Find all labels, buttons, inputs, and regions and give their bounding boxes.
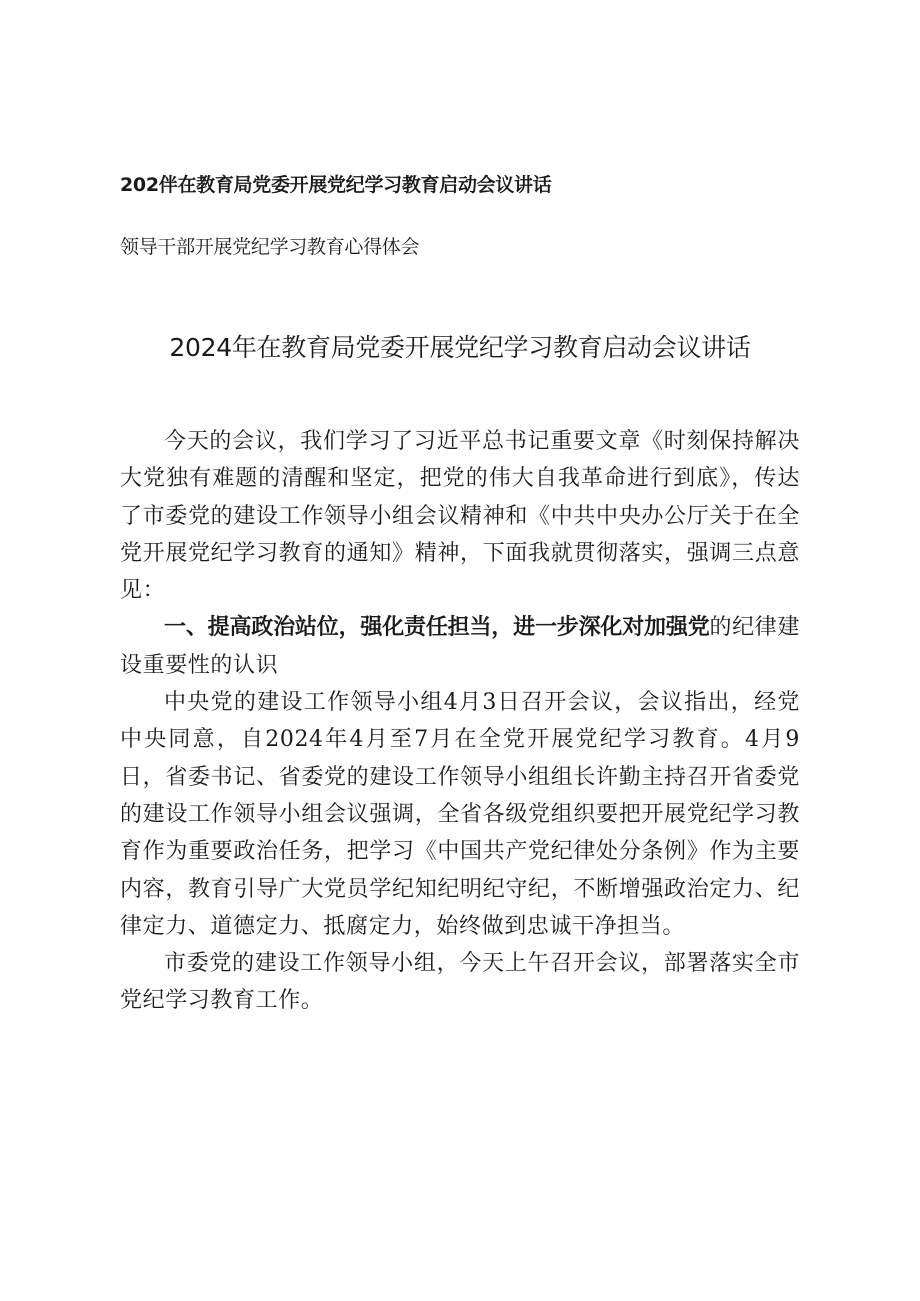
document-title: 2024年在教育局党委开展党纪学习教育启动会议讲话 — [169, 333, 751, 362]
body-paragraph: 市委党的建设工作领导小组，今天上午召开会议，部署落实全市党纪学习教育工作。 — [120, 951, 800, 1014]
document-body — [120, 423, 800, 1020]
toc-item-speech: 202伴在教育局党委开展党纪学习教育启动会议讲话 — [120, 174, 552, 196]
intro-paragraph: 今天的会议，我们学习了习近平总书记重要文章《时刻保持解决大党独有难题的清醒和坚定，把党的伟大自我革命进行到底》，传达了市委党的建设工作领导小组会议精神和《中共中央办公厅关于在全党开展党纪学习教育的通知》精神，下面我就贯彻落实，强调三点意见： — [120, 429, 800, 604]
section-heading-rest: 的纪律建设重要性的认识 — [120, 615, 800, 678]
table-of-contents — [120, 170, 800, 262]
section-heading-bold: 一、提高政治站位，强化责任担当，进一步深化对加强党 — [164, 615, 710, 641]
toc-item-reflection: 领导干部开展党纪学习教育心得体会 — [120, 236, 420, 258]
body-paragraph: 中央党的建设工作领导小组4月3日召开会议，会议指出，经党中央同意，自2024年4月至7月在全党开展党纪学习教育。4月9日，省委书记、省委党的建设工作领导小组组长许勤主持召开省委党的建设工作领导小组会议强调，全省各级党组织要把开展党纪学习教育作为重要政治任务，把学习《中国共产党纪律处分条例》作为主要内容，教育引导广大党员学纪知纪明纪守纪，不断增强政治定力、纪律定力、道德定力、抵腐定力，始终做到忠诚干净担当。 — [120, 690, 800, 939]
section-heading — [120, 609, 800, 684]
